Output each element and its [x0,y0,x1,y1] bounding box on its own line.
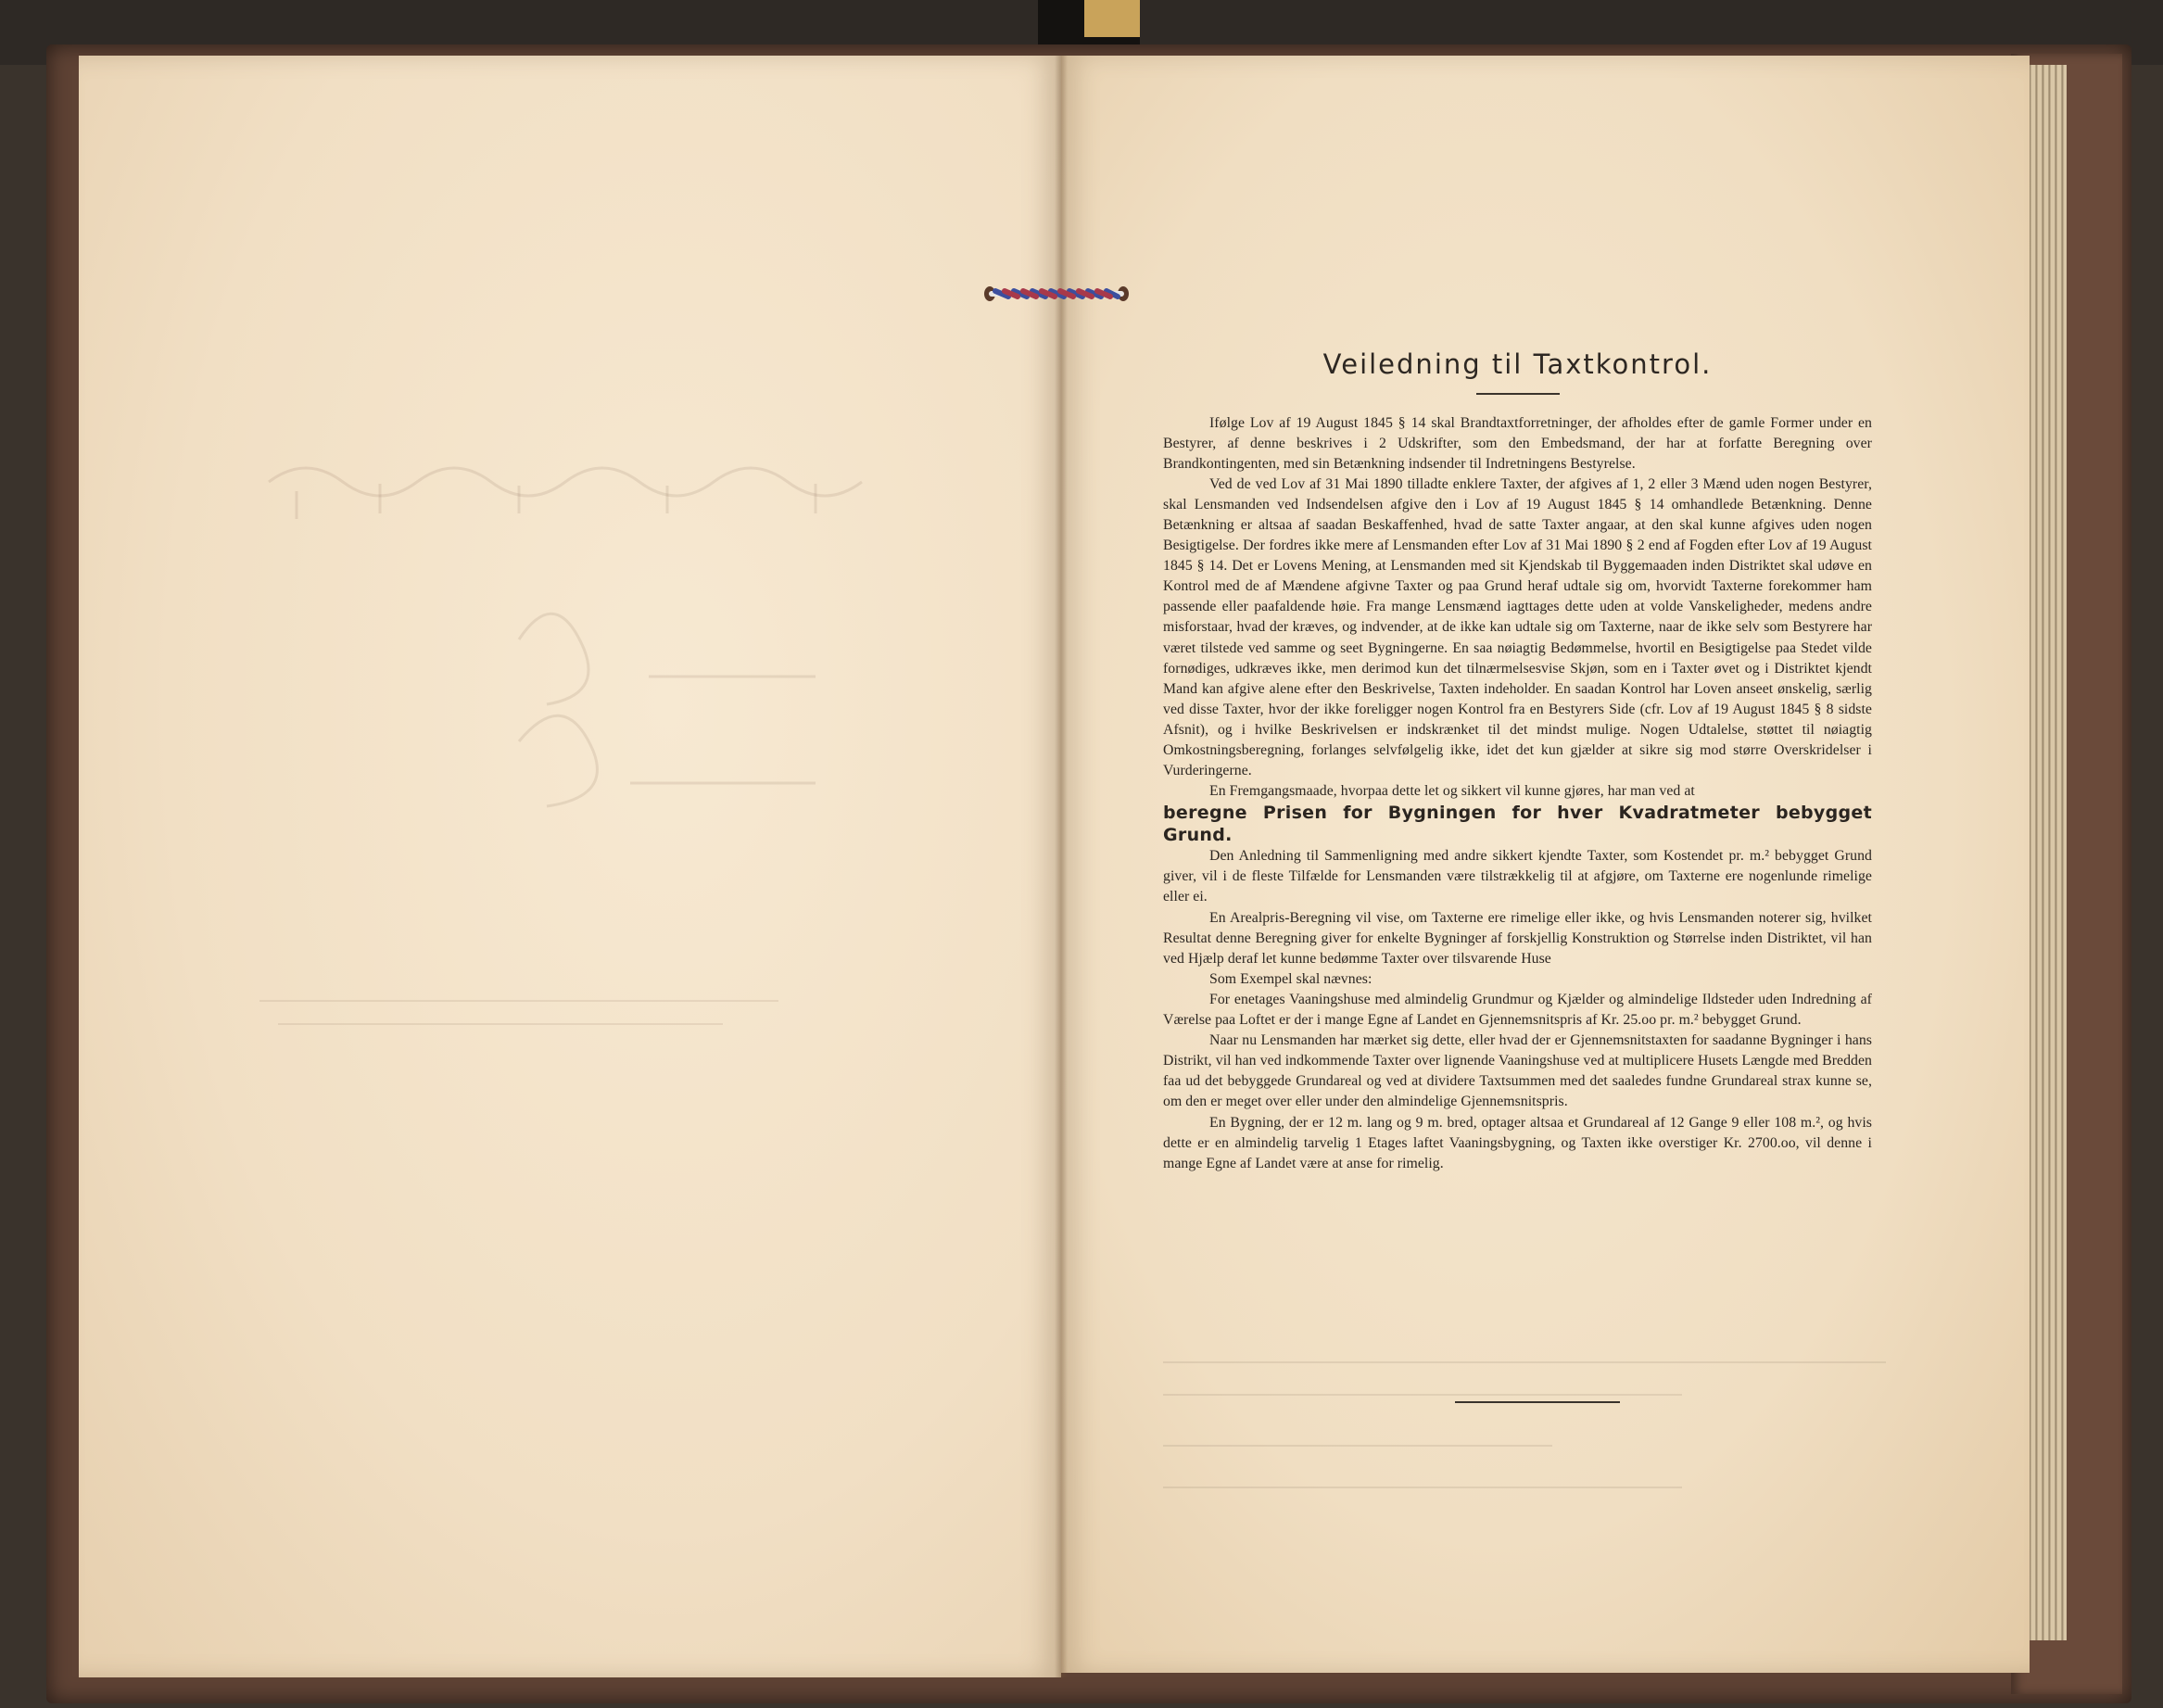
paragraph: Den Anledning til Sammenligning med andre sikkert kjendte Taxter, som Kostendet pr. m.² bebygget Grund giver, vil i de fleste Tilfælde for Lensmanden være tilstrækkelig til at afgjøre, om Taxterne ere nogenlunde rimelige eller ei. [1163,848,1872,905]
paragraph: En Arealpris-Beregning vil vise, om Taxterne ere rimelige eller ikke, og hvis Lensmanden noterer sig, hvilket Resultat denne Beregning giver for enkelte Bygninger af forskjellig Konstruktion og Størrelse inden Distriktet, vil han ved Hjælp deraf let kunne bedømme Taxter over tilsvarende Huse [1163,909,1872,967]
binding-edge [1084,0,1140,37]
page-edges [2025,65,2067,1640]
paragraph: Ved de ved Lov af 31 Mai 1890 tilladte enklere Taxter, der afgives af 1, 2 eller 3 Mænd uden nogen Bestyrer, skal Lensmanden ved Indsendelsen afgive den i Lov af 19 August 1845 § 14 omhandlede Betænkning. Denne Betænkning er altsaa af saadan Beskaffenhed, hvad de satte Taxter angaar, at den skal kunne afgives uden nogen Besigtigelse. Der fordres ikke mere af Lensmanden efter Lov af 31 Mai 1890 § 2 end af Fogden efter Lov af 19 August 1845 § 14. Det er Lovens Mening, at Lensmanden med sit Kjendskab til Byggemaaden inden Distriktet skal udøve en Kontrol med de af Mændene afgivne Taxter og paa Grund heraf udtale sig om, hvorvidt Taxterne forekommer ham passende eller paafaldende høie. Fra mange Lensmænd iagttages dette uden at volde Vanskeligheder, medens andre misforstaar, hvad der kræves, og indvender, at de ikke kan udtale sig om Taxterne, naar de ikke selv som Bestyrere har været tilstede ved samme og seet Bygningerne. En saa nøiagtig Bedømmelse, hvortil en Besigtigelse paa Stedet vilde fornødiges, udkræves ikke, men derimod kun det tilnærmelsesvise Skjøn, som en i Taxter øvet og i Distriktet kjendt Mand kan afgive alene efter den Beskrivelse, Taxten indeholder. En saadan Kontrol har Loven anseet ønskelig, særlig ved disse Taxter, hvor der ikke foreligger nogen Kontrol fra en Bestyrers Side (cfr. Lov af 19 August 1845 § 8 sidste Afsnit), og i hvilke Beskrivelsen er indskrænket til det mindst mulige. Nogen Udtalelse, støttet til nøiagtig Omkostningsberegning, forlanges selvfølgelig ikke, idet det kun gjælder at sikre sig mod større Overskridelser i Vurderingerne. [1163,475,1872,779]
right-page-bleed-through [1163,1353,1886,1511]
binding-thread [982,283,1131,305]
paragraph: En Fremgangsmaade, hvorpaa dette let og sikkert vil kunne gjøres, har man ved at [1209,783,1695,800]
bold-statement: beregne Prisen for Bygningen for hver Kvadratmeter bebygget Grund. [1163,803,1872,846]
title-rule [1476,393,1560,395]
left-page-bleed-through [241,445,945,1056]
paragraph: Som Exempel skal nævnes: [1209,970,1372,987]
document-body [1163,343,1872,1174]
paragraph: Naar nu Lensmanden har mærket sig dette, eller hvad der er Gjennemsnitstaxten for saadanne Bygninger i hans Distrikt, vil han ved indkommende Taxter over lignende Vaaningshuse ved at multiplicere Husets Længde med Bredden faa ud det bebyggede Grundareal og ved at dividere Taxtsummen med det saaledes fundne Grundareal strax kunne se, om den er meget over eller under den almindelige Gjennemsnitspris. [1163,1032,1872,1110]
closing-rule [1455,1401,1620,1403]
paragraph: For enetages Vaaningshuse med almindelig Grundmur og Kjælder og almindelige Ildsteder uden Indredning af Værelse paa Loftet er der i mange Egne af Landet en Gjennemsnitspris af Kr. 25.oo pr. m.² bebygget Grund. [1163,991,1872,1029]
document-title: Veiledning til Taxtkontrol. [1322,348,1713,380]
paragraph: Ifølge Lov af 19 August 1845 § 14 skal Brandtaxtforretninger, der afholdes efter de gamle Former under en Bestyrer, af denne beskrives i 2 Udskrifter, som den Embedsmand, der har at forfatte Beregning over Brandkontingenten, med sin Betænkning indsender til Indretningens Bestyrelse. [1163,414,1872,472]
paragraph: En Bygning, der er 12 m. lang og 9 m. bred, optager altsaa et Grundareal af 12 Gange 9 eller 108 m.², og hvis dette er en almindelig tarvelig 1 Etages laftet Vaaningsbygning, og Taxten ikke overstiger Kr. 2700.oo, vil denne i mange Egne af Landet være at anse for rimelig. [1163,1114,1872,1171]
